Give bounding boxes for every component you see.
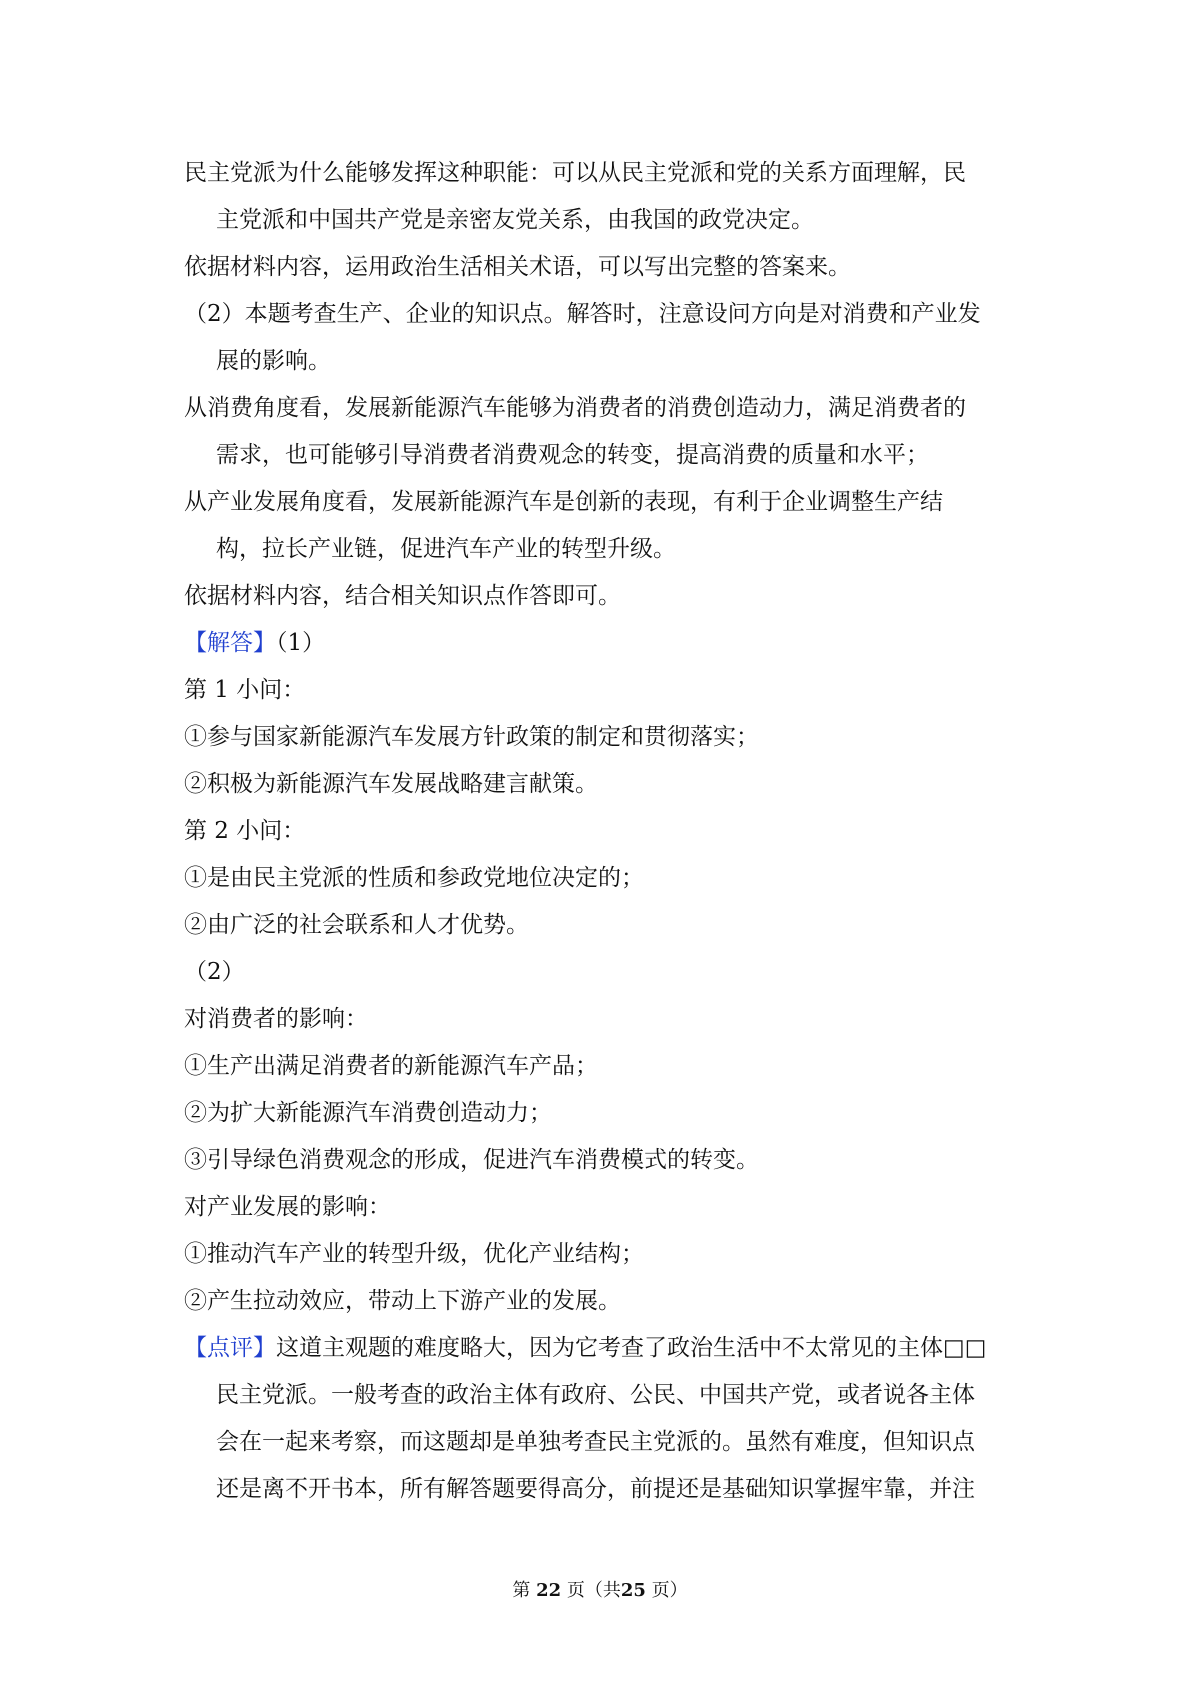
- consumer-title: 对消费者的影响：: [184, 1006, 368, 1032]
- comment-text-1: 这道主观题的难度略大，因为它考查了政治生活中不太常见的主体□□: [276, 1335, 987, 1361]
- analysis-line-2: 主党派和中国共产党是亲密友党关系，由我国的政党决定。: [216, 207, 814, 233]
- analysis-line-10: 依据材料内容，结合相关知识点作答即可。: [184, 583, 621, 609]
- q1-item-1: ①参与国家新能源汽车发展方针政策的制定和贯彻落实；: [184, 724, 759, 750]
- comment-line-3: 会在一起来考察，而这题却是单独考查民主党派的。虽然有难度，但知识点: [216, 1429, 975, 1455]
- answer-heading: [184, 620, 1030, 667]
- footer-prefix: 第: [512, 1580, 531, 1601]
- q2-item-2: ②由广泛的社会联系和人才优势。: [184, 912, 529, 938]
- answer-part2-label: （2）: [184, 959, 245, 985]
- comment-line-4: 还是离不开书本，所有解答题要得高分，前提还是基础知识掌握牢靠，并注: [216, 1476, 975, 1502]
- q2-title: 第 2 小问：: [184, 818, 306, 844]
- consumer-item-1: ①生产出满足消费者的新能源汽车产品；: [184, 1053, 598, 1079]
- comment-line-1: [184, 1325, 1030, 1372]
- analysis-line-4: （2）本题考查生产、企业的知识点。解答时，注意设问方向是对消费和产业发: [184, 301, 981, 327]
- footer-page-number: 22: [536, 1580, 562, 1601]
- analysis-line-6: 从消费角度看，发展新能源汽车能够为消费者的消费创造动力，满足消费者的: [184, 395, 966, 421]
- industry-item-2: ②产生拉动效应，带动上下游产业的发展。: [184, 1288, 621, 1314]
- q1-title: 第 1 小问：: [184, 677, 306, 703]
- answer-part1-label: （1）: [276, 630, 326, 656]
- analysis-line-1: 民主党派为什么能够发挥这种职能：可以从民主党派和党的关系方面理解，民: [184, 160, 966, 186]
- footer-total-pages: 25: [620, 1580, 646, 1601]
- industry-title: 对产业发展的影响：: [184, 1194, 391, 1220]
- comment-line-2: 民主党派。一般考查的政治主体有政府、公民、中国共产党，或者说各主体: [216, 1382, 975, 1408]
- analysis-line-9: 构，拉长产业链，促进汽车产业的转型升级。: [216, 536, 676, 562]
- consumer-item-2: ②为扩大新能源汽车消费创造动力；: [184, 1100, 552, 1126]
- comment-label: 【点评】: [184, 1335, 276, 1361]
- industry-item-1: ①推动汽车产业的转型升级，优化产业结构；: [184, 1241, 644, 1267]
- footer-suffix: 页）: [651, 1580, 688, 1601]
- consumer-item-3: ③引导绿色消费观念的形成，促进汽车消费模式的转变。: [184, 1147, 759, 1173]
- analysis-line-7: 需求，也可能够引导消费者消费观念的转变，提高消费的质量和水平；: [216, 442, 929, 468]
- analysis-line-8: 从产业发展角度看，发展新能源汽车是创新的表现，有利于企业调整生产结: [184, 489, 943, 515]
- analysis-line-5: 展的影响。: [216, 348, 331, 374]
- q1-item-2: ②积极为新能源汽车发展战略建言献策。: [184, 771, 598, 797]
- footer-middle: 页（共: [566, 1580, 621, 1601]
- analysis-line-3: 依据材料内容，运用政治生活相关术语，可以写出完整的答案来。: [184, 254, 851, 280]
- answer-label: 【解答】: [184, 630, 276, 656]
- page-content: [184, 150, 1030, 1513]
- page-footer: [0, 1576, 1200, 1602]
- q2-item-1: ①是由民主党派的性质和参政党地位决定的；: [184, 865, 644, 891]
